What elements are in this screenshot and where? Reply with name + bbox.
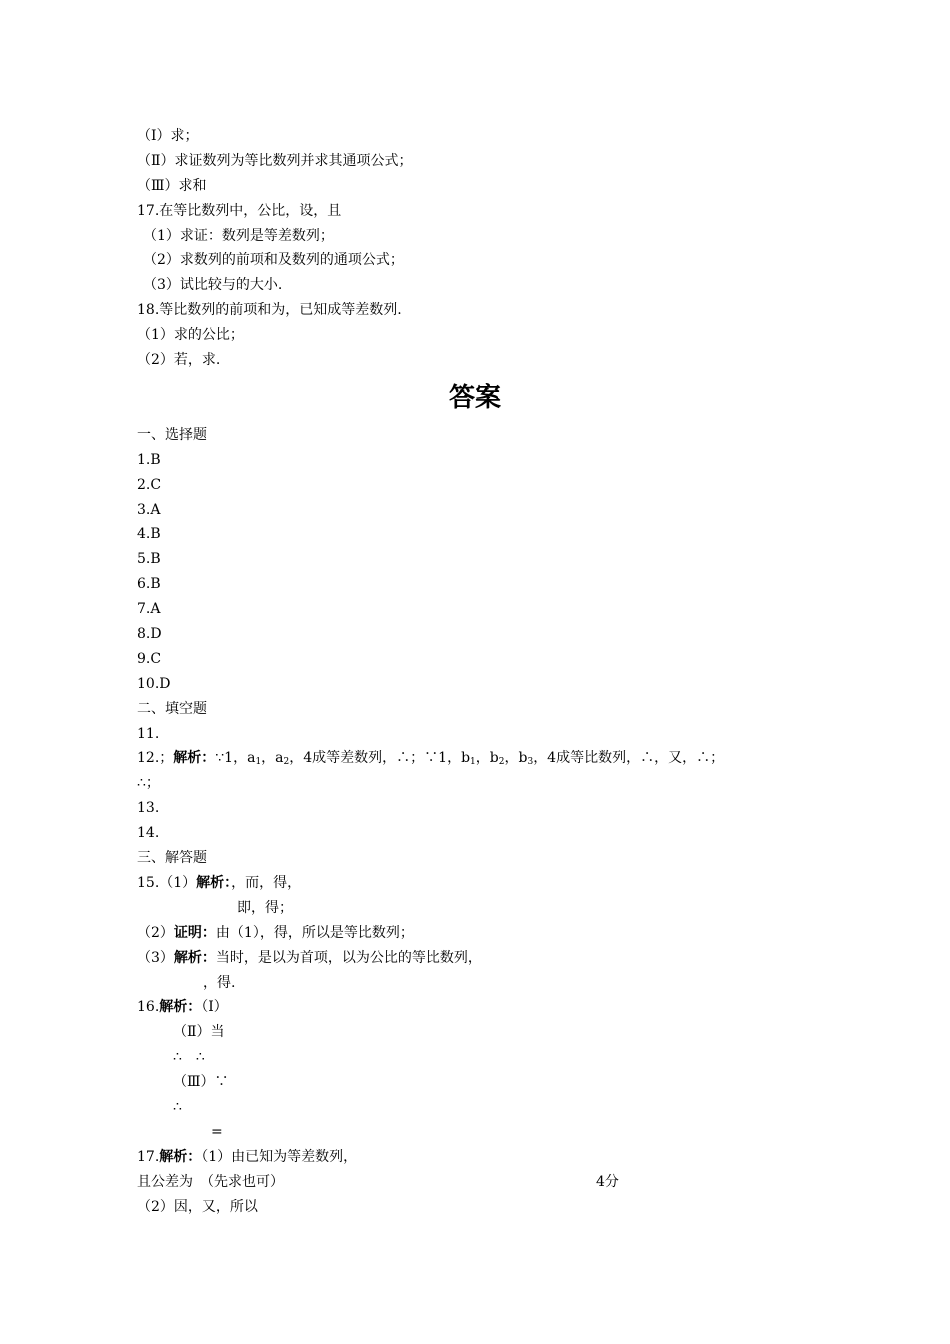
answer-11: 11. — [137, 725, 160, 742]
subscript: 1 — [255, 757, 262, 768]
problem-18-part-2: （2）若，求. — [137, 352, 221, 369]
mc-answer: 6.B — [137, 576, 161, 593]
answer-15-text: 当时，是以为首项，以为公比的等比数列， — [215, 949, 482, 966]
problem-17-part-2: （2）求数列的前项和及数列的通项公式； — [143, 252, 404, 269]
proof-label: 证明： — [173, 924, 216, 941]
answer-16-text: （Ⅰ） — [201, 999, 228, 1016]
answer-17-text: 且公差为 （先求也可） — [137, 1173, 284, 1190]
answer-15-text: ，而，得， — [231, 874, 302, 891]
analysis-label: 解析： — [173, 949, 216, 966]
problem-18-stem: 18.等比数列的前项和为，已知成等差数列. — [137, 302, 402, 319]
answer-16-line-3: ∴ ∴ — [173, 1049, 205, 1066]
answer-12-text: ，4成等比数列，∴，又，∴； — [533, 750, 725, 767]
part-number: （2） — [137, 924, 174, 941]
answer-12-number: 12.； — [137, 750, 174, 767]
answer-15-line-2: 即，得； — [237, 899, 293, 916]
mc-answer: 7.A — [137, 601, 161, 618]
subscript: 3 — [527, 757, 534, 768]
mc-answer: 1.B — [137, 451, 161, 468]
answer-12-text: ，b — [504, 750, 528, 767]
answer-16-line-2: （Ⅱ）当 — [173, 1024, 225, 1041]
answer-17-line-2 — [137, 1170, 837, 1195]
section-fill-in: 二、填空题 — [137, 700, 207, 717]
subscript: 1 — [470, 757, 476, 768]
answer-12-text: ，4成等差数列，∴；∵1，b — [289, 750, 471, 767]
answer-16-line-5: ∴ — [173, 1098, 182, 1115]
answer-12-text: ，a — [261, 750, 284, 767]
answer-12-text: ，b — [475, 750, 499, 767]
answer-15-line-5: ，得. — [203, 974, 236, 991]
mc-answer: 2.C — [137, 476, 162, 493]
mc-answer: 8.D — [137, 626, 162, 643]
answer-16-number: 16. — [137, 999, 160, 1016]
subscript: 2 — [283, 757, 290, 768]
answer-17-number: 17. — [137, 1148, 160, 1165]
problem-17-part-3: （3）试比较与的大小. — [143, 277, 283, 294]
answer-12-continued: ∴； — [137, 775, 160, 792]
problem-16-part-1: （Ⅰ）求； — [137, 128, 199, 144]
analysis-label: 解析： — [159, 999, 202, 1016]
problem-17-part-1: （1）求证：数列是等差数列； — [143, 227, 334, 244]
analysis-label: 解析： — [159, 1148, 202, 1165]
subscript: 2 — [498, 757, 505, 768]
answer-16-line-6: = — [211, 1123, 223, 1140]
problem-17-stem: 17.在等比数列中，公比，设，且 — [137, 202, 342, 219]
analysis-label: 解析： — [196, 874, 232, 891]
answer-12 — [137, 746, 837, 771]
part-number: （3） — [137, 949, 174, 966]
score-mark: 4分 — [596, 1173, 619, 1190]
answer-15-line-4 — [137, 946, 837, 971]
answer-17-text: （1）由已知为等差数列， — [201, 1148, 358, 1165]
answer-14: 14. — [137, 825, 160, 842]
answers-title: 答案 — [448, 382, 501, 413]
mc-answer: 10.D — [137, 675, 171, 692]
mc-answer: 5.B — [137, 551, 161, 568]
answer-15-line-3 — [137, 921, 837, 946]
mc-answer: 4.B — [137, 526, 161, 543]
answer-15-text: 由（1），得，所以是等比数列； — [215, 924, 414, 941]
answer-16-line-1 — [137, 995, 837, 1020]
mc-answer: 9.C — [137, 650, 162, 667]
problem-18-part-1: （1）求的公比； — [137, 327, 244, 344]
problem-16-part-3: （Ⅲ）求和 — [137, 177, 207, 194]
answer-15-line-1 — [137, 871, 837, 896]
section-problems: 三、解答题 — [137, 850, 207, 867]
answer-13: 13. — [137, 800, 160, 817]
answer-17-line-1 — [137, 1145, 837, 1170]
section-multiple-choice: 一、选择题 — [137, 426, 207, 443]
answer-15-number: 15.（1） — [137, 874, 197, 891]
answer-16-line-4: （Ⅲ）∵ — [173, 1074, 229, 1091]
problem-16-part-2: （Ⅱ）求证数列为等比数列并求其通项公式； — [137, 152, 413, 169]
answer-12-text: ∵1，a — [215, 750, 256, 767]
mc-answer: 3.A — [137, 501, 161, 518]
document-content — [137, 124, 837, 1219]
analysis-label: 解析： — [173, 750, 216, 767]
answer-17-line-3: （2）因，又，所以 — [137, 1198, 258, 1215]
